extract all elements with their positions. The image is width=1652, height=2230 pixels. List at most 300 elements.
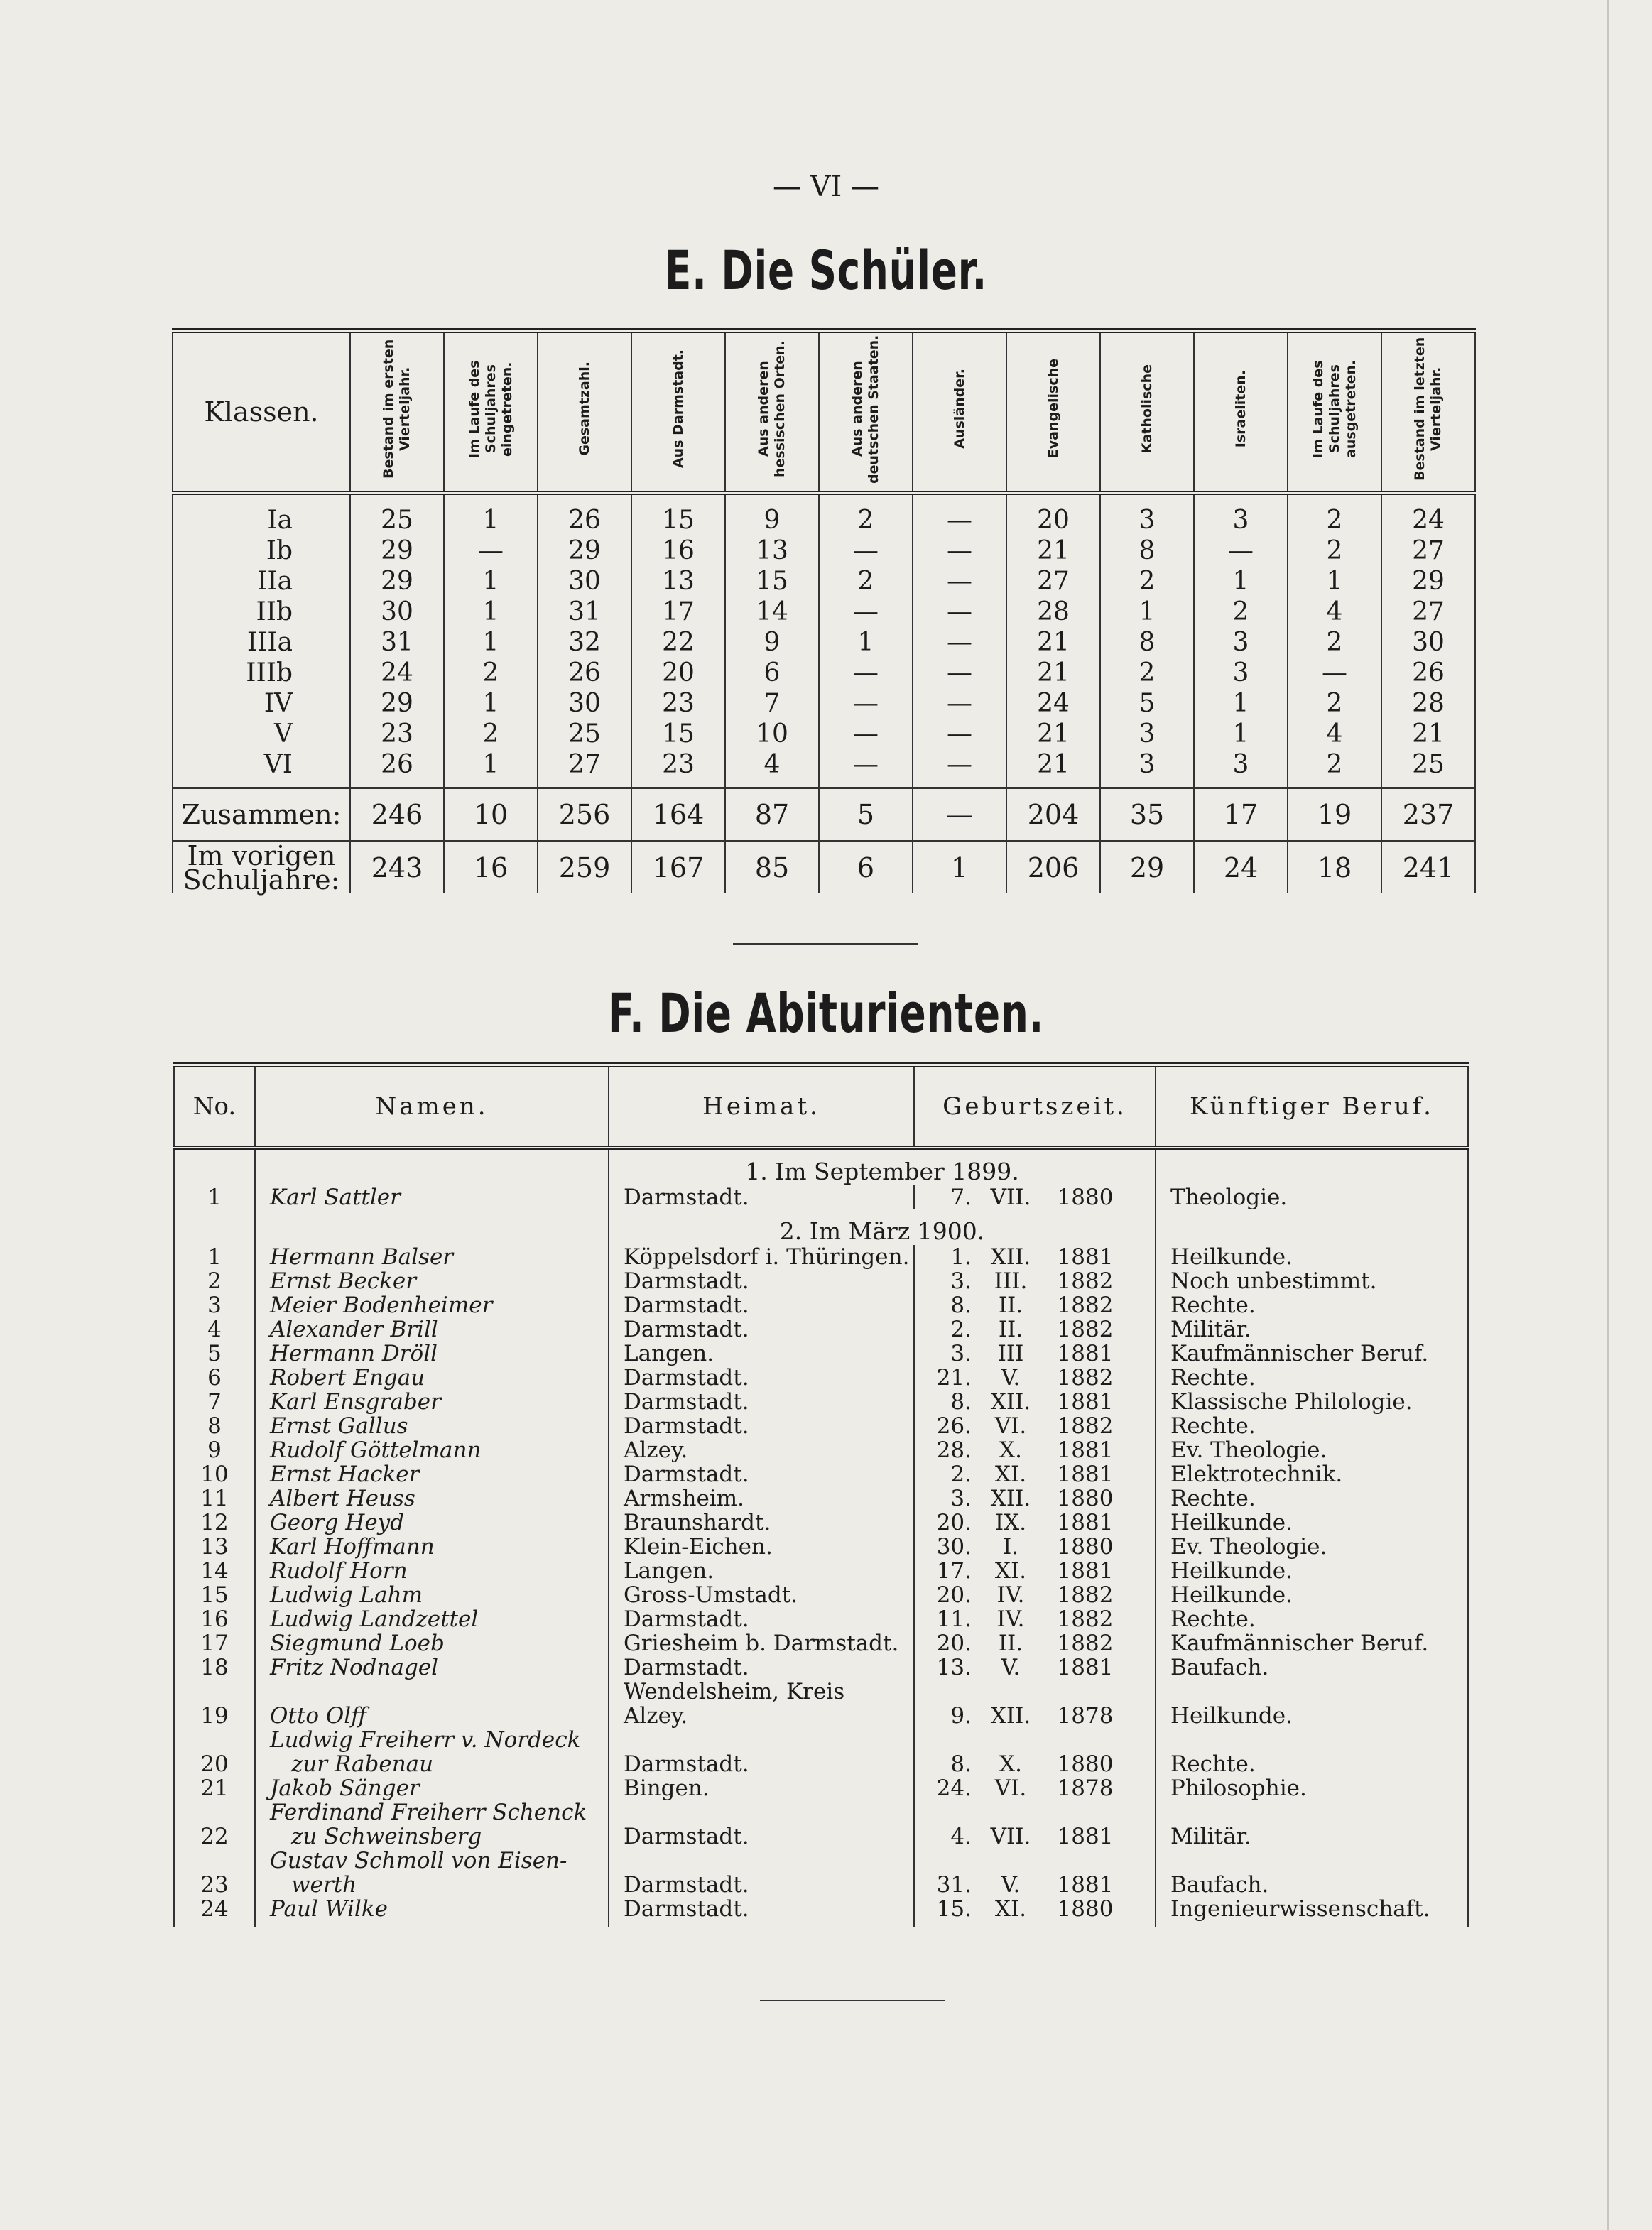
section-title-abiturienten: F. Die Abiturienten. xyxy=(607,981,1045,1045)
birth-year: 1881 xyxy=(1057,1341,1114,1366)
class-value: — xyxy=(913,719,1006,749)
birth-month: V. xyxy=(1001,1365,1021,1391)
abiturient-beruf: Heilkunde. xyxy=(1156,1680,1468,1728)
header-col-label: Bestand im letzten Vierteljahr. xyxy=(1412,337,1444,481)
birth-year: 1882 xyxy=(1057,1582,1114,1608)
abiturient-geburt xyxy=(914,1185,1156,1209)
birth-year: 1882 xyxy=(1057,1631,1114,1656)
class-value: 26 xyxy=(350,749,444,788)
class-row xyxy=(173,688,1475,719)
birth-month: XII. xyxy=(990,1703,1031,1729)
class-value: 30 xyxy=(538,688,631,719)
birth-month: XI. xyxy=(994,1462,1027,1487)
total-value: 237 xyxy=(1381,788,1475,842)
class-value: — xyxy=(819,597,913,627)
class-label: VI xyxy=(173,749,350,788)
class-value: 29 xyxy=(350,535,444,566)
abiturient-row xyxy=(174,1559,1468,1583)
abiturient-name-cell xyxy=(255,1486,609,1511)
class-value: 9 xyxy=(725,493,819,535)
abiturient-beruf: Heilkunde. xyxy=(1156,1559,1468,1583)
abiturient-name: Hermann Dröll xyxy=(270,1341,438,1366)
header-col-label: Im Laufe des Schuljahres eingetreten. xyxy=(466,359,515,458)
class-value: — xyxy=(819,688,913,719)
class-value: 3 xyxy=(1194,627,1288,658)
abiturient-beruf: Rechte. xyxy=(1156,1366,1468,1390)
abiturient-row xyxy=(174,1438,1468,1462)
birth-year: 1881 xyxy=(1057,1872,1114,1898)
class-value: 25 xyxy=(538,719,631,749)
header-col xyxy=(725,331,819,494)
abiturient-row xyxy=(174,1269,1468,1293)
class-value: 3 xyxy=(1194,493,1288,535)
abiturient-beruf: Rechte. xyxy=(1156,1607,1468,1631)
class-value: 1 xyxy=(819,627,913,658)
abiturient-no: 21 xyxy=(174,1776,255,1800)
class-value: 3 xyxy=(1194,658,1288,688)
abiturient-name: Karl Hoffmann xyxy=(270,1534,435,1560)
birth-month: XI. xyxy=(994,1896,1027,1922)
class-value: 2 xyxy=(444,658,538,688)
class-value: 2 xyxy=(819,566,913,597)
birth-year: 1881 xyxy=(1057,1824,1114,1849)
abiturient-beruf: Ev. Theologie. xyxy=(1156,1438,1468,1462)
abiturient-row xyxy=(174,1800,1468,1849)
class-value: 2 xyxy=(444,719,538,749)
class-value: 2 xyxy=(1100,566,1194,597)
header-heimat: Heimat. xyxy=(609,1065,914,1148)
class-value: — xyxy=(819,719,913,749)
birth-month: V. xyxy=(1001,1655,1021,1680)
class-value: 2 xyxy=(1288,535,1381,566)
birth-year: 1881 xyxy=(1057,1510,1114,1535)
birth-month: VI. xyxy=(994,1775,1027,1801)
birth-year: 1881 xyxy=(1057,1389,1114,1415)
birth-day: 17. xyxy=(936,1558,972,1584)
abiturient-row xyxy=(174,1849,1468,1897)
birth-day: 3. xyxy=(950,1268,972,1294)
abiturient-geburt xyxy=(914,1728,1156,1776)
class-value: 1 xyxy=(1194,719,1288,749)
total-value: 5 xyxy=(819,788,913,842)
class-value: 4 xyxy=(1288,597,1381,627)
header-col xyxy=(1194,331,1288,494)
class-value: 1 xyxy=(444,597,538,627)
birth-month: IX. xyxy=(994,1510,1027,1535)
abiturient-name: Siegmund Loeb xyxy=(270,1631,445,1656)
class-value: 20 xyxy=(1006,493,1100,535)
class-value: 29 xyxy=(350,566,444,597)
abiturient-heimat: Griesheim b. Darmstadt. xyxy=(609,1631,914,1655)
abiturient-geburt xyxy=(914,1535,1156,1559)
class-value: 2 xyxy=(1194,597,1288,627)
abiturient-row xyxy=(174,1293,1468,1317)
total-value: 204 xyxy=(1006,788,1100,842)
abiturient-heimat: Darmstadt. xyxy=(609,1269,914,1293)
total-value: 246 xyxy=(350,788,444,842)
class-value: 28 xyxy=(1381,688,1475,719)
birth-day: 3. xyxy=(950,1486,972,1511)
group-title: 2. Im März 1900. xyxy=(779,1217,985,1245)
abiturient-name-cell xyxy=(255,1800,609,1849)
abiturient-name: Alexander Brill xyxy=(270,1317,438,1342)
abiturient-row xyxy=(174,1897,1468,1921)
abiturient-geburt xyxy=(914,1293,1156,1317)
total-value: 35 xyxy=(1100,788,1194,842)
birth-day: 8. xyxy=(950,1751,972,1777)
abiturient-geburt xyxy=(914,1269,1156,1293)
abiturient-name-cell xyxy=(255,1317,609,1342)
class-value: 21 xyxy=(1006,627,1100,658)
class-value: — xyxy=(913,688,1006,719)
class-value: 29 xyxy=(1381,566,1475,597)
class-value: 6 xyxy=(725,658,819,688)
class-value: 1 xyxy=(1100,597,1194,627)
class-value: 2 xyxy=(1288,493,1381,535)
header-col-label: Aus anderen deutschen Staaten. xyxy=(849,334,881,484)
class-value: — xyxy=(913,658,1006,688)
abiturient-geburt xyxy=(914,1414,1156,1438)
class-value: — xyxy=(819,535,913,566)
group-title-cell xyxy=(255,1148,609,1185)
abiturient-name: Rudolf Göttelmann xyxy=(270,1437,482,1463)
class-value: 32 xyxy=(538,627,631,658)
abiturient-no: 19 xyxy=(174,1680,255,1728)
class-value: 21 xyxy=(1006,719,1100,749)
class-row xyxy=(173,597,1475,627)
birth-year: 1880 xyxy=(1057,1896,1114,1922)
class-value: 10 xyxy=(725,719,819,749)
abiturienten-table xyxy=(173,1062,1469,1927)
abiturient-heimat: Darmstadt. xyxy=(609,1293,914,1317)
abiturient-name: Ernst Becker xyxy=(270,1268,417,1294)
header-col-label: Ausländer. xyxy=(951,369,967,449)
abiturient-beruf: Philosophie. xyxy=(1156,1776,1468,1800)
abiturient-heimat: Bingen. xyxy=(609,1776,914,1800)
birth-day: 30. xyxy=(936,1534,972,1560)
abiturient-name-cell xyxy=(255,1680,609,1728)
abiturient-beruf: Baufach. xyxy=(1156,1655,1468,1680)
abiturient-row xyxy=(174,1583,1468,1607)
class-label: IIIa xyxy=(173,627,350,658)
class-value: 30 xyxy=(1381,627,1475,658)
abiturient-row xyxy=(174,1486,1468,1511)
class-value: 31 xyxy=(350,627,444,658)
birth-day: 8. xyxy=(950,1293,972,1318)
birth-day: 28. xyxy=(936,1437,972,1463)
previous-value: 24 xyxy=(1194,842,1288,894)
group-title-row xyxy=(174,1148,1468,1185)
class-row xyxy=(173,493,1475,535)
abiturient-name: Ernst Hacker xyxy=(270,1462,420,1487)
birth-year: 1881 xyxy=(1057,1437,1114,1463)
class-value: — xyxy=(819,658,913,688)
abiturient-name: Karl Sattler xyxy=(270,1185,401,1210)
birth-month: X. xyxy=(999,1751,1022,1777)
header-col xyxy=(1006,331,1100,494)
abiturient-heimat: Armsheim. xyxy=(609,1486,914,1511)
class-value: 29 xyxy=(538,535,631,566)
abiturient-row xyxy=(174,1414,1468,1438)
abiturient-no: 20 xyxy=(174,1728,255,1776)
class-value: 1 xyxy=(1194,688,1288,719)
group-title-row xyxy=(174,1209,1468,1245)
previous-value: 16 xyxy=(444,842,538,894)
class-value: 4 xyxy=(1288,719,1381,749)
abiturient-name: Hermann Balser xyxy=(270,1244,454,1270)
previous-value: 259 xyxy=(538,842,631,894)
abiturient-beruf: Rechte. xyxy=(1156,1414,1468,1438)
abiturient-name-cont: zur Rabenau xyxy=(291,1751,434,1777)
header-col-label: Israeliten. xyxy=(1232,369,1249,448)
abiturient-geburt xyxy=(914,1245,1156,1269)
abiturient-geburt xyxy=(914,1583,1156,1607)
total-value: 19 xyxy=(1288,788,1381,842)
schueler-header-row xyxy=(173,331,1475,494)
abiturient-name-cell xyxy=(255,1366,609,1390)
birth-year: 1880 xyxy=(1057,1185,1114,1210)
abiturient-name: Robert Engau xyxy=(270,1365,425,1391)
birth-month: III xyxy=(997,1341,1024,1366)
previous-value: 241 xyxy=(1381,842,1475,894)
abiturient-name: Georg Heyd xyxy=(270,1510,405,1535)
header-no: No. xyxy=(174,1065,255,1148)
abiturient-name: Otto Olff xyxy=(270,1703,367,1729)
abiturient-row xyxy=(174,1655,1468,1680)
birth-day: 2. xyxy=(950,1462,972,1487)
abiturient-beruf: Militär. xyxy=(1156,1317,1468,1342)
birth-day: 2. xyxy=(950,1317,972,1342)
abiturient-geburt xyxy=(914,1680,1156,1728)
page-edge xyxy=(1607,0,1609,2230)
birth-year: 1882 xyxy=(1057,1317,1114,1342)
abiturient-name-cell xyxy=(255,1185,609,1209)
abiturient-beruf: Klassische Philologie. xyxy=(1156,1390,1468,1414)
abiturient-no: 8 xyxy=(174,1414,255,1438)
abiturient-name-cell xyxy=(255,1655,609,1680)
abiturient-row xyxy=(174,1776,1468,1800)
abiturient-geburt xyxy=(914,1559,1156,1583)
class-value: 13 xyxy=(725,535,819,566)
abiturient-name: Ludwig Landzettel xyxy=(270,1606,479,1632)
class-value: 1 xyxy=(1194,566,1288,597)
abiturient-geburt xyxy=(914,1849,1156,1897)
abiturient-geburt xyxy=(914,1317,1156,1342)
abiturient-row xyxy=(174,1366,1468,1390)
abiturient-geburt xyxy=(914,1607,1156,1631)
abiturient-name-cell xyxy=(255,1245,609,1269)
abiturient-geburt xyxy=(914,1342,1156,1366)
class-row xyxy=(173,627,1475,658)
spacer-cell xyxy=(609,1921,914,1927)
class-value: 26 xyxy=(1381,658,1475,688)
abiturient-no: 17 xyxy=(174,1631,255,1655)
birth-year: 1882 xyxy=(1057,1268,1114,1294)
birth-day: 8. xyxy=(950,1389,972,1415)
header-col-label: Katholische xyxy=(1139,364,1155,454)
abiturient-no: 7 xyxy=(174,1390,255,1414)
abiturient-beruf: Ev. Theologie. xyxy=(1156,1535,1468,1559)
abiturient-no: 6 xyxy=(174,1366,255,1390)
abiturient-name-cell xyxy=(255,1535,609,1559)
birth-day: 9. xyxy=(950,1703,972,1729)
class-value: — xyxy=(913,597,1006,627)
group-title: 1. Im September 1899. xyxy=(745,1158,1019,1185)
abiturient-geburt xyxy=(914,1511,1156,1535)
abiturient-geburt xyxy=(914,1800,1156,1849)
group-title-cell xyxy=(1156,1209,1468,1245)
birth-year: 1882 xyxy=(1057,1606,1114,1632)
abiturient-heimat: Darmstadt. xyxy=(609,1849,914,1897)
class-value: 15 xyxy=(631,493,725,535)
birth-month: XII. xyxy=(990,1486,1031,1511)
birth-year: 1881 xyxy=(1057,1655,1114,1680)
header-col-label: Aus anderen hessischen Orten. xyxy=(756,340,788,477)
group-title-cell xyxy=(609,1209,1156,1245)
previous-value: 1 xyxy=(913,842,1006,894)
class-value: 7 xyxy=(725,688,819,719)
birth-day: 4. xyxy=(950,1824,972,1849)
birth-day: 3. xyxy=(950,1341,972,1366)
class-label: Ia xyxy=(173,493,350,535)
birth-day: 11. xyxy=(936,1606,972,1632)
abiturient-name-cell xyxy=(255,1414,609,1438)
abiturient-no: 1 xyxy=(174,1185,255,1209)
abiturient-beruf: Theologie. xyxy=(1156,1185,1468,1209)
birth-month: III. xyxy=(994,1268,1028,1294)
abiturient-heimat: Langen. xyxy=(609,1559,914,1583)
abiturient-no: 13 xyxy=(174,1535,255,1559)
abiturient-row xyxy=(174,1607,1468,1631)
schueler-previous-row xyxy=(173,842,1475,894)
group-title-cell xyxy=(1156,1148,1468,1185)
class-value: 29 xyxy=(350,688,444,719)
class-value: 1 xyxy=(444,627,538,658)
abiturient-beruf: Heilkunde. xyxy=(1156,1245,1468,1269)
class-value: — xyxy=(913,493,1006,535)
spacer-cell xyxy=(174,1921,255,1927)
abiturient-geburt xyxy=(914,1462,1156,1486)
spacer-cell xyxy=(1156,1921,1468,1927)
header-col-label: Gesamtzahl. xyxy=(576,361,592,456)
class-row xyxy=(173,749,1475,788)
header-col-label: Aus Darmstadt. xyxy=(670,349,686,469)
birth-day: 24. xyxy=(936,1775,972,1801)
separator-rule xyxy=(733,943,918,945)
birth-month: XII. xyxy=(990,1244,1031,1270)
header-col xyxy=(444,331,538,494)
class-value: — xyxy=(913,627,1006,658)
abiturient-no: 16 xyxy=(174,1607,255,1631)
birth-year: 1880 xyxy=(1057,1486,1114,1511)
abiturient-beruf: Rechte. xyxy=(1156,1728,1468,1776)
abiturient-name: Ludwig Freiherr v. Nordeck xyxy=(270,1727,581,1753)
birth-month: XI. xyxy=(994,1558,1027,1584)
birth-month: VI. xyxy=(994,1413,1027,1439)
abiturient-no: 9 xyxy=(174,1438,255,1462)
class-label: IIIb xyxy=(173,658,350,688)
class-value: 1 xyxy=(444,688,538,719)
class-label: Ib xyxy=(173,535,350,566)
abiturient-geburt xyxy=(914,1390,1156,1414)
class-value: 3 xyxy=(1100,493,1194,535)
abiturient-name: Albert Heuss xyxy=(270,1486,415,1511)
abiturient-name-cell xyxy=(255,1269,609,1293)
abiturient-name-cell xyxy=(255,1462,609,1486)
birth-year: 1881 xyxy=(1057,1244,1114,1270)
class-value: 27 xyxy=(1006,566,1100,597)
class-value: 24 xyxy=(350,658,444,688)
class-value: 17 xyxy=(631,597,725,627)
abiturient-heimat: Darmstadt. xyxy=(609,1607,914,1631)
abiturient-beruf: Rechte. xyxy=(1156,1293,1468,1317)
abiturient-row xyxy=(174,1245,1468,1269)
class-value: 22 xyxy=(631,627,725,658)
class-value: — xyxy=(913,749,1006,788)
class-value: 15 xyxy=(631,719,725,749)
header-col xyxy=(350,331,444,494)
abiturient-name-cont: werth xyxy=(291,1872,357,1898)
abiturient-heimat: Darmstadt. xyxy=(609,1366,914,1390)
birth-day: 13. xyxy=(936,1655,972,1680)
abiturient-no: 3 xyxy=(174,1293,255,1317)
abiturient-name: Meier Bodenheimer xyxy=(270,1293,493,1318)
class-value: 30 xyxy=(538,566,631,597)
abiturient-heimat: Darmstadt. xyxy=(609,1897,914,1921)
class-value: 3 xyxy=(1100,749,1194,788)
abiturient-name-cell xyxy=(255,1728,609,1776)
total-value: — xyxy=(913,788,1006,842)
abiturient-beruf: Heilkunde. xyxy=(1156,1511,1468,1535)
abiturient-beruf: Ingenieurwissenschaft. xyxy=(1156,1897,1468,1921)
class-value: 15 xyxy=(725,566,819,597)
header-col xyxy=(913,331,1006,494)
birth-day: 26. xyxy=(936,1413,972,1439)
birth-year: 1881 xyxy=(1057,1558,1114,1584)
class-value: 5 xyxy=(1100,688,1194,719)
abiturient-row xyxy=(174,1462,1468,1486)
class-value: 25 xyxy=(1381,749,1475,788)
abiturient-geburt xyxy=(914,1655,1156,1680)
abiturient-geburt xyxy=(914,1438,1156,1462)
abiturient-heimat: Wendelsheim, Kreis Alzey. xyxy=(609,1680,914,1728)
abiturient-geburt xyxy=(914,1776,1156,1800)
birth-day: 15. xyxy=(936,1896,972,1922)
class-value: 3 xyxy=(1194,749,1288,788)
header-col xyxy=(819,331,913,494)
class-value: 27 xyxy=(538,749,631,788)
header-klassen: Klassen. xyxy=(173,331,350,494)
spacer-cell xyxy=(914,1921,1156,1927)
class-value: — xyxy=(913,535,1006,566)
birth-month: II. xyxy=(998,1631,1023,1656)
header-col xyxy=(1288,331,1381,494)
class-row xyxy=(173,566,1475,597)
abiturient-row xyxy=(174,1728,1468,1776)
schueler-total-row xyxy=(173,788,1475,842)
birth-year: 1882 xyxy=(1057,1365,1114,1391)
class-value: 16 xyxy=(631,535,725,566)
abiturient-heimat: Gross-Umstadt. xyxy=(609,1583,914,1607)
class-value: 21 xyxy=(1006,535,1100,566)
abiturient-beruf: Elektrotechnik. xyxy=(1156,1462,1468,1486)
birth-month: II. xyxy=(998,1293,1023,1318)
abiturient-row xyxy=(174,1535,1468,1559)
birth-month: XII. xyxy=(990,1389,1031,1415)
bottom-rule xyxy=(760,2000,945,2001)
abiturient-heimat: Darmstadt. xyxy=(609,1317,914,1342)
class-value: 2 xyxy=(819,493,913,535)
